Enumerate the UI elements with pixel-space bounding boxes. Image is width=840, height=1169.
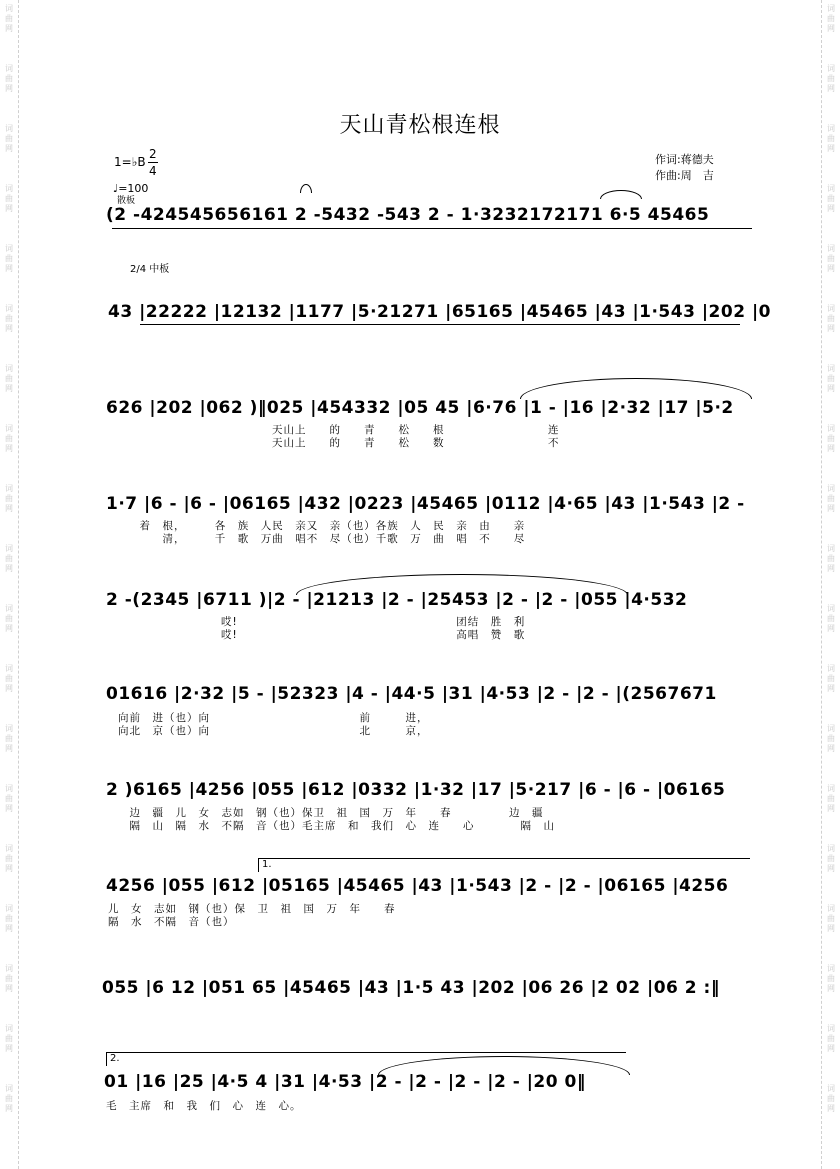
- final-phrase-slur: [378, 1056, 630, 1075]
- time-signature-line: [148, 162, 158, 163]
- composer-credit: 作曲:周 吉: [655, 169, 714, 182]
- watermark-glyph: 词 曲 网: [827, 484, 835, 513]
- staff-3-lyrics-verse-1: 天山上 的 青 松 根 连: [272, 424, 560, 436]
- watermark-glyph: 词 曲 网: [827, 784, 835, 813]
- first-ending-bracket-edge: [258, 858, 259, 872]
- staff-line-3: 626 |202 |062 )‖025 |454332 |05 45 |6·76 |1 - |16 |2·32 |17 |5·2: [106, 398, 734, 418]
- staff-5-lyrics-verse-2: 哎! 高唱 赞 歌: [106, 629, 526, 641]
- staff-line-2: 43 |22222 |12132 |1177 |5·21271 |65165 |45465 |43 |1·543 |202 |0: [108, 302, 771, 322]
- first-ending-label: 1.: [262, 859, 272, 870]
- watermark-glyph: 词 曲 网: [5, 244, 13, 273]
- watermark-glyph: 词 曲 网: [827, 1024, 835, 1053]
- staff-line-10: 01 |16 |25 |4·5 4 |31 |4·53 |2 - |2 - |2 - |2 - |20 0‖: [104, 1072, 586, 1092]
- watermark-glyph: 词 曲 网: [827, 964, 835, 993]
- time-signature-top: 2: [149, 147, 157, 161]
- lyricist-credit: 作词:蒋德夫: [655, 153, 714, 166]
- watermark-glyph: 词 曲 网: [5, 364, 13, 393]
- watermark-glyph: 词 曲 网: [5, 544, 13, 573]
- watermark-glyph: 词 曲 网: [827, 544, 835, 573]
- second-ending-label: 2.: [110, 1053, 120, 1064]
- watermark-glyph: 词 曲 网: [5, 304, 13, 333]
- tempo-mark: ♩=100: [113, 182, 149, 195]
- watermark-glyph: 词 曲 网: [5, 1084, 13, 1113]
- watermark-glyph: 词 曲 网: [5, 64, 13, 93]
- staff-2-underline: [140, 324, 740, 325]
- staff-line-8: 4256 |055 |612 |05165 |45465 |43 |1·543 |2 - |2 - |06165 |4256: [106, 876, 729, 896]
- watermark-glyph: 词 曲 网: [827, 184, 835, 213]
- staff-line-5: 2 -(2345 |6711 )|2 - |21213 |2 - |25453 |2 - |2 - |055 |4·532: [106, 590, 688, 610]
- staff-5-lyrics-verse-1: 哎! 团结 胜 利: [106, 616, 526, 628]
- staff-line-6: 01616 |2·32 |5 - |52323 |4 - |44·5 |31 |4·53 |2 - |2 - |(2567671: [106, 684, 717, 704]
- staff-6-lyrics-verse-2: 向北 京（也）向 北 京，: [118, 725, 429, 737]
- watermark-glyph: 词 曲 网: [5, 904, 13, 933]
- watermark-glyph: 词 曲 网: [5, 664, 13, 693]
- watermark-glyph: 词 曲 网: [827, 424, 835, 453]
- time-signature-bottom: 4: [149, 164, 157, 178]
- watermark-glyph: 词 曲 网: [827, 124, 835, 153]
- watermark-glyph: 词 曲 网: [827, 364, 835, 393]
- watermark-glyph: 词 曲 网: [827, 1084, 835, 1113]
- staff-line-4: 1·7 |6 - |6 - |06165 |432 |0223 |45465 |0112 |4·65 |43 |1·543 |2 -: [106, 494, 745, 514]
- staff-10-lyrics: 毛 主席 和 我 们 心 连 心。: [106, 1100, 302, 1112]
- watermark-glyph: 词 曲 网: [827, 244, 835, 273]
- intro-expression: 散板: [117, 196, 136, 206]
- watermark-glyph: 词 曲 网: [5, 1024, 13, 1053]
- staff-7-lyrics-verse-1: 边 疆 儿 女 志如 钢（也）保卫 祖 国 万 年 春 边 疆: [118, 807, 544, 819]
- staff-4-lyrics-verse-1: 着 根， 各 族 人民 亲又 亲（也）各族 人 民 亲 由 亲: [128, 520, 526, 532]
- watermark-glyph: 词 曲 网: [5, 724, 13, 753]
- second-ending-bracket: [106, 1052, 626, 1053]
- watermark-glyph: 词 曲 网: [5, 784, 13, 813]
- watermark-glyph: 词 曲 网: [827, 304, 835, 333]
- watermark-glyph: 词 曲 网: [827, 64, 835, 93]
- fermata-mark: [300, 184, 312, 193]
- staff-line-7: 2 )6165 |4256 |055 |612 |0332 |1·32 |17 |5·217 |6 - |6 - |06165: [106, 780, 726, 800]
- watermark-glyph: 词 曲 网: [5, 424, 13, 453]
- watermark-glyph: 词 曲 网: [5, 604, 13, 633]
- watermark-glyph: 词 曲 网: [5, 484, 13, 513]
- staff-line-1: (2 -424545656161 2 -5432 -543 2 - 1·3232172171 6·5 45465: [106, 205, 710, 225]
- first-ending-bracket: [258, 858, 750, 859]
- song-title: 天山青松根连根: [339, 113, 501, 138]
- watermark-glyph: 词 曲 网: [827, 664, 835, 693]
- staff-8-lyrics-verse-2: 隔 水 不隔 音（也）: [108, 916, 235, 928]
- watermark-glyph: 词 曲 网: [5, 964, 13, 993]
- staff-8-lyrics-verse-1: 儿 女 志如 钢（也）保 卫 祖 国 万 年 春: [108, 903, 396, 915]
- staff-line-9: 055 |6 12 |051 65 |45465 |43 |1·5 43 |202 |06 26 |2 02 |06 2 :‖: [102, 978, 720, 998]
- key-signature: 1=♭B: [114, 155, 146, 169]
- second-ending-bracket-edge: [106, 1052, 107, 1066]
- staff-3-lyrics-verse-2: 天山上 的 青 松 数 不: [272, 437, 560, 449]
- phrase-slur-2: [296, 574, 628, 595]
- watermark-glyph: 词 曲 网: [5, 844, 13, 873]
- tempo-change-mark: 2/4 中板: [130, 264, 170, 275]
- staff-6-lyrics-verse-1: 向前 进（也）向 前 进，: [118, 712, 429, 724]
- watermark-glyph: 词 曲 网: [827, 844, 835, 873]
- phrase-slur: [520, 378, 752, 399]
- staff-4-lyrics-verse-2: 清， 千 歌 万曲 唱不 尽（也）千歌 万 曲 唱 不 尽: [128, 533, 526, 545]
- slur-mark: [600, 190, 642, 199]
- watermark-glyph: 词 曲 网: [827, 604, 835, 633]
- watermark-glyph: 词 曲 网: [827, 4, 835, 33]
- watermark-glyph: 词 曲 网: [5, 4, 13, 33]
- staff-1-underline: [112, 228, 752, 229]
- staff-7-lyrics-verse-2: 隔 山 隔 水 不隔 音（也）毛主席 和 我们 心 连 心 隔 山: [118, 820, 555, 832]
- watermark-glyph: 词 曲 网: [5, 124, 13, 153]
- watermark-glyph: 词 曲 网: [827, 904, 835, 933]
- watermark-glyph: 词 曲 网: [827, 724, 835, 753]
- watermark-glyph: 词 曲 网: [5, 184, 13, 213]
